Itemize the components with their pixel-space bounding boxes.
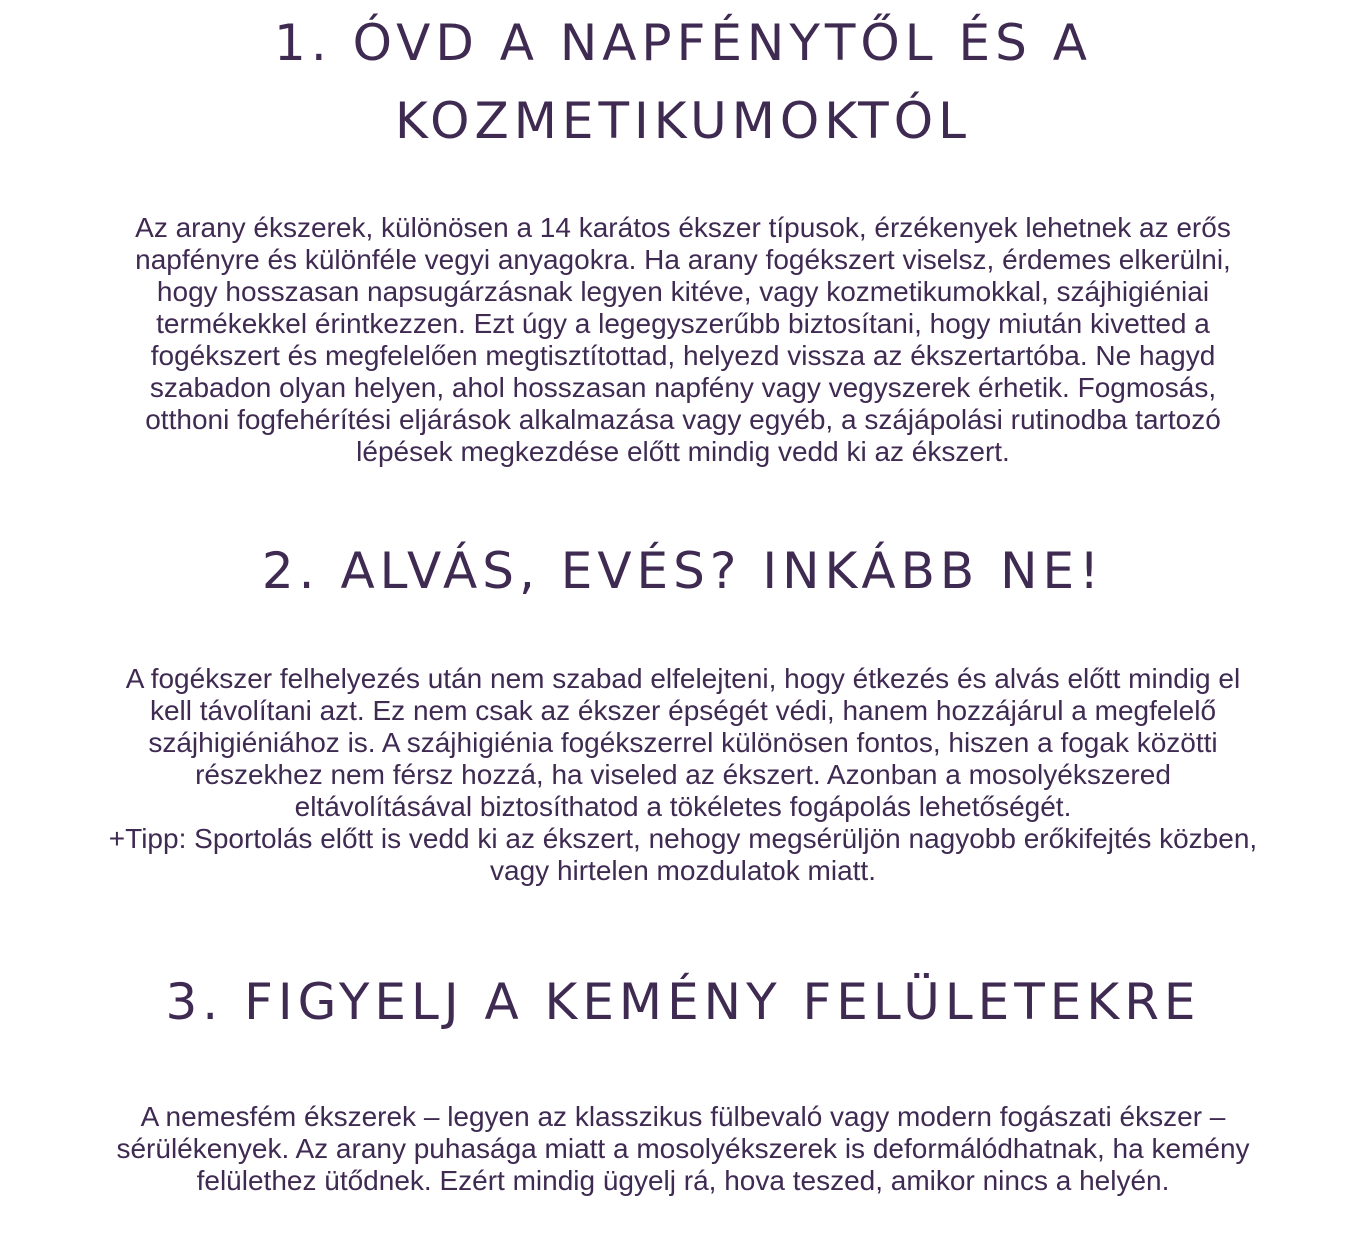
paragraph: Az arany ékszerek, különösen a 14 karátos ékszer típusok, érzékenyek lehetnek az erős napfényre és különféle vegyi anyagokra. Ha arany fogékszert viselsz, érdemes elkerülni, hogy hosszasan napsugárzásnak legyen kitéve, vagy kozmetikumokkal, szájhigiéniai termékekkel érintkezzen. Ezt úgy a legegyszerűbb biztosítani, hogy miután kivetted a fogékszert és megfelelően megtisztítottad, helyezd vissza az ékszertartóba. Ne hagyd szabadon olyan helyen, ahol hosszasan napfény vagy vegyszerek érhetik. Fogmosás, otthoni fogfehérítési eljárások alkalmazása vagy egyéb, a szájápolási rutinodba tartozó lépések megkezdése előtt mindig vedd ki az ékszert. xyxy=(135,212,1231,467)
section-body xyxy=(113,1101,1253,1197)
paragraph: A fogékszer felhelyezés után nem szabad elfelejteni, hogy étkezés és alvás előtt mindig el kell távolítani azt. Ez nem csak az ékszer épségét védi, hanem hozzájárul a megfelelő szájhigiéniához is. A szájhigiénia fogékszerrel különösen fontos, hiszen a fogak közötti részekhez nem férsz hozzá, ha viseled az ékszert. Azonban a mosolyékszered eltávolításával biztosíthatod a tökéletes fogápolás lehetőségét. xyxy=(125,663,1241,822)
section-sun-cosmetics xyxy=(0,4,1366,468)
section-heading: 3. FIGYELJ A KEMÉNY FELÜLETEKRE xyxy=(165,973,1201,1031)
section-body xyxy=(108,212,1258,468)
tip-paragraph: +Tipp: Sportolás előtt is vedd ki az ékszert, nehogy megsérüljön nagyobb erőkifejtés közben, vagy hirtelen mozdulatok miatt. xyxy=(108,823,1258,886)
section-body xyxy=(103,663,1263,887)
section-hard-surfaces xyxy=(0,963,1366,1197)
section-sleep-eat xyxy=(0,532,1366,887)
section-heading: 1. ÓVD A NAPFÉNYTŐL ÉS A KOZMETIKUMOKTÓL xyxy=(274,14,1092,150)
paragraph: A nemesfém ékszerek – legyen az klasszikus fülbevaló vagy modern fogászati ékszer – sérülékenyek. Az arany puhasága miatt a mosolyékszerek is deformálódhatnak, ha kemény felülethez ütődnek. Ezért mindig ügyelj rá, hova teszed, amikor nincs a helyén. xyxy=(116,1101,1250,1196)
section-heading: 2. ALVÁS, EVÉS? INKÁBB NE! xyxy=(261,542,1105,600)
